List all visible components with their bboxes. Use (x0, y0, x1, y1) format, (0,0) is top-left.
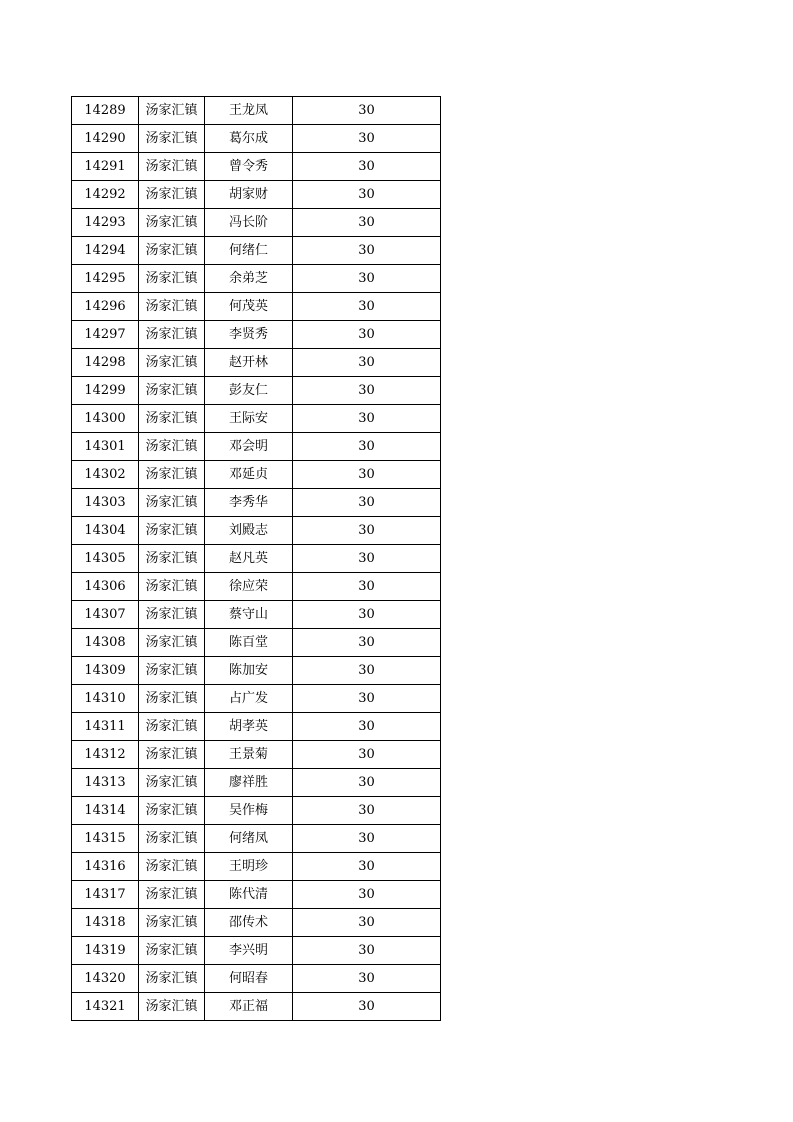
cell-town: 汤家汇镇 (139, 265, 205, 293)
cell-id: 14310 (72, 685, 139, 713)
table-row (72, 181, 441, 209)
cell-name: 蔡守山 (205, 601, 293, 629)
table-row (72, 545, 441, 573)
cell-name: 王明珍 (205, 853, 293, 881)
cell-name: 赵凡英 (205, 545, 293, 573)
cell-amount: 30 (293, 769, 441, 797)
table-row (72, 993, 441, 1021)
cell-town: 汤家汇镇 (139, 797, 205, 825)
cell-amount: 30 (293, 825, 441, 853)
cell-town: 汤家汇镇 (139, 461, 205, 489)
cell-amount: 30 (293, 601, 441, 629)
cell-town: 汤家汇镇 (139, 741, 205, 769)
cell-amount: 30 (293, 657, 441, 685)
table-row (72, 797, 441, 825)
cell-name: 刘殿志 (205, 517, 293, 545)
cell-name: 李贤秀 (205, 321, 293, 349)
table-row (72, 349, 441, 377)
table-row (72, 461, 441, 489)
cell-name: 廖祥胜 (205, 769, 293, 797)
cell-amount: 30 (293, 125, 441, 153)
cell-amount: 30 (293, 153, 441, 181)
cell-id: 14315 (72, 825, 139, 853)
cell-town: 汤家汇镇 (139, 601, 205, 629)
cell-name: 王龙凤 (205, 97, 293, 125)
table-row (72, 853, 441, 881)
cell-amount: 30 (293, 573, 441, 601)
cell-name: 胡家财 (205, 181, 293, 209)
cell-amount: 30 (293, 965, 441, 993)
cell-town: 汤家汇镇 (139, 517, 205, 545)
cell-town: 汤家汇镇 (139, 657, 205, 685)
cell-name: 何绪仁 (205, 237, 293, 265)
cell-id: 14309 (72, 657, 139, 685)
table-row (72, 741, 441, 769)
table-row (72, 433, 441, 461)
table-row (72, 685, 441, 713)
cell-town: 汤家汇镇 (139, 713, 205, 741)
table-row (72, 125, 441, 153)
table-row (72, 265, 441, 293)
cell-amount: 30 (293, 433, 441, 461)
cell-id: 14301 (72, 433, 139, 461)
cell-id: 14304 (72, 517, 139, 545)
cell-id: 14305 (72, 545, 139, 573)
cell-name: 陈百堂 (205, 629, 293, 657)
cell-amount: 30 (293, 97, 441, 125)
table-row (72, 377, 441, 405)
cell-name: 李秀华 (205, 489, 293, 517)
cell-id: 14302 (72, 461, 139, 489)
cell-amount: 30 (293, 265, 441, 293)
cell-town: 汤家汇镇 (139, 237, 205, 265)
table-row (72, 405, 441, 433)
cell-name: 何昭春 (205, 965, 293, 993)
table-row (72, 293, 441, 321)
table-row (72, 97, 441, 125)
cell-name: 冯长阶 (205, 209, 293, 237)
cell-name: 曾令秀 (205, 153, 293, 181)
cell-amount: 30 (293, 629, 441, 657)
records-table (71, 96, 441, 1021)
cell-id: 14314 (72, 797, 139, 825)
cell-amount: 30 (293, 545, 441, 573)
cell-id: 14311 (72, 713, 139, 741)
cell-name: 徐应荣 (205, 573, 293, 601)
cell-amount: 30 (293, 993, 441, 1021)
cell-amount: 30 (293, 937, 441, 965)
cell-amount: 30 (293, 377, 441, 405)
cell-town: 汤家汇镇 (139, 153, 205, 181)
cell-amount: 30 (293, 909, 441, 937)
cell-name: 何绪凤 (205, 825, 293, 853)
cell-id: 14303 (72, 489, 139, 517)
cell-name: 王际安 (205, 405, 293, 433)
cell-id: 14321 (72, 993, 139, 1021)
cell-name: 彭友仁 (205, 377, 293, 405)
table-row (72, 153, 441, 181)
table-row (72, 517, 441, 545)
cell-amount: 30 (293, 209, 441, 237)
table-row (72, 209, 441, 237)
table-row (72, 629, 441, 657)
cell-id: 14308 (72, 629, 139, 657)
cell-amount: 30 (293, 321, 441, 349)
table-row (72, 881, 441, 909)
cell-id: 14312 (72, 741, 139, 769)
cell-amount: 30 (293, 237, 441, 265)
table-row (72, 489, 441, 517)
cell-amount: 30 (293, 517, 441, 545)
cell-id: 14320 (72, 965, 139, 993)
cell-id: 14300 (72, 405, 139, 433)
table-row (72, 965, 441, 993)
cell-town: 汤家汇镇 (139, 321, 205, 349)
cell-name: 邓会明 (205, 433, 293, 461)
cell-town: 汤家汇镇 (139, 405, 205, 433)
cell-id: 14289 (72, 97, 139, 125)
cell-id: 14296 (72, 293, 139, 321)
cell-town: 汤家汇镇 (139, 545, 205, 573)
cell-id: 14313 (72, 769, 139, 797)
cell-town: 汤家汇镇 (139, 433, 205, 461)
cell-town: 汤家汇镇 (139, 937, 205, 965)
records-table-body (72, 97, 441, 1021)
cell-id: 14295 (72, 265, 139, 293)
cell-town: 汤家汇镇 (139, 993, 205, 1021)
cell-town: 汤家汇镇 (139, 349, 205, 377)
cell-id: 14316 (72, 853, 139, 881)
cell-town: 汤家汇镇 (139, 685, 205, 713)
table-row (72, 909, 441, 937)
cell-town: 汤家汇镇 (139, 965, 205, 993)
cell-name: 葛尔成 (205, 125, 293, 153)
cell-town: 汤家汇镇 (139, 293, 205, 321)
cell-name: 邓延贞 (205, 461, 293, 489)
cell-name: 赵开林 (205, 349, 293, 377)
cell-amount: 30 (293, 685, 441, 713)
cell-amount: 30 (293, 349, 441, 377)
cell-id: 14307 (72, 601, 139, 629)
cell-id: 14306 (72, 573, 139, 601)
cell-name: 邵传术 (205, 909, 293, 937)
cell-town: 汤家汇镇 (139, 377, 205, 405)
cell-id: 14297 (72, 321, 139, 349)
cell-amount: 30 (293, 853, 441, 881)
table-row (72, 713, 441, 741)
cell-id: 14290 (72, 125, 139, 153)
table-row (72, 237, 441, 265)
cell-amount: 30 (293, 713, 441, 741)
cell-town: 汤家汇镇 (139, 573, 205, 601)
cell-name: 占广发 (205, 685, 293, 713)
cell-name: 胡孝英 (205, 713, 293, 741)
cell-town: 汤家汇镇 (139, 825, 205, 853)
cell-id: 14299 (72, 377, 139, 405)
table-row (72, 601, 441, 629)
table-row (72, 573, 441, 601)
cell-id: 14293 (72, 209, 139, 237)
cell-name: 王景菊 (205, 741, 293, 769)
cell-amount: 30 (293, 293, 441, 321)
cell-amount: 30 (293, 881, 441, 909)
cell-amount: 30 (293, 489, 441, 517)
cell-id: 14291 (72, 153, 139, 181)
cell-town: 汤家汇镇 (139, 881, 205, 909)
cell-town: 汤家汇镇 (139, 909, 205, 937)
cell-amount: 30 (293, 741, 441, 769)
cell-town: 汤家汇镇 (139, 629, 205, 657)
cell-town: 汤家汇镇 (139, 769, 205, 797)
table-row (72, 321, 441, 349)
cell-amount: 30 (293, 405, 441, 433)
cell-town: 汤家汇镇 (139, 181, 205, 209)
cell-id: 14294 (72, 237, 139, 265)
cell-name: 陈加安 (205, 657, 293, 685)
cell-name: 邓正福 (205, 993, 293, 1021)
cell-town: 汤家汇镇 (139, 853, 205, 881)
cell-name: 陈代清 (205, 881, 293, 909)
cell-town: 汤家汇镇 (139, 489, 205, 517)
cell-name: 李兴明 (205, 937, 293, 965)
table-row (72, 769, 441, 797)
cell-name: 何茂英 (205, 293, 293, 321)
cell-name: 余弟芝 (205, 265, 293, 293)
table-row (72, 825, 441, 853)
cell-id: 14298 (72, 349, 139, 377)
cell-id: 14318 (72, 909, 139, 937)
table-row (72, 937, 441, 965)
cell-amount: 30 (293, 797, 441, 825)
cell-amount: 30 (293, 181, 441, 209)
cell-town: 汤家汇镇 (139, 125, 205, 153)
cell-id: 14292 (72, 181, 139, 209)
table-row (72, 657, 441, 685)
cell-town: 汤家汇镇 (139, 97, 205, 125)
cell-town: 汤家汇镇 (139, 209, 205, 237)
cell-id: 14317 (72, 881, 139, 909)
cell-id: 14319 (72, 937, 139, 965)
cell-amount: 30 (293, 461, 441, 489)
cell-name: 吴作梅 (205, 797, 293, 825)
